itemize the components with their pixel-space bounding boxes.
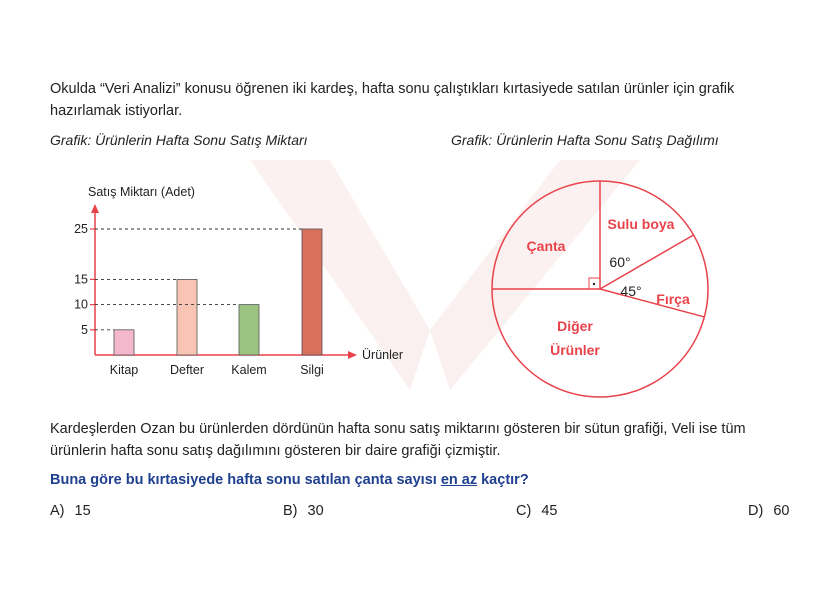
bar-kitap [114, 330, 134, 355]
y-axis-label: Satış Miktarı (Adet) [88, 185, 195, 199]
y-axis-arrow [91, 204, 99, 213]
category-label: Kalem [231, 363, 267, 377]
option-letter: D) [748, 503, 764, 519]
pie-chart-caption: Grafik: Ürünlerin Hafta Sonu Satış Dağılımı [451, 132, 719, 148]
y-tick-label: 15 [74, 272, 88, 287]
option-value: 45 [541, 503, 558, 519]
pie-chart [492, 181, 708, 397]
option-value: 15 [74, 503, 91, 519]
option-d[interactable] [748, 503, 789, 519]
bar-kalem [239, 305, 259, 355]
option-value: 60 [773, 503, 790, 519]
right-angle-dot [593, 283, 595, 285]
question-emphasis: en az [440, 472, 478, 488]
bar-defter [177, 279, 197, 355]
option-value: 30 [307, 503, 324, 519]
category-label: Defter [169, 363, 205, 377]
question-part-2: kaçtır? [477, 472, 529, 488]
angle-label-60: 60° [609, 254, 631, 270]
slice-label-canta: Çanta [526, 238, 566, 254]
problem-paragraph: Kardeşlerden Ozan bu ürünlerden dördünün hafta sonu satış miktarını gösteren bir sütun grafiği, Veli ise tüm ürünlerin hafta sonu satış dağılımını gösteren bir daire grafiği çizmiştir. [50, 421, 746, 459]
slice-label-urunler: Ürünler [550, 342, 600, 358]
option-a[interactable] [50, 503, 91, 519]
y-tick-label: 5 [81, 322, 88, 337]
angle-label-45: 45° [620, 283, 642, 299]
option-b[interactable] [283, 503, 324, 519]
x-axis-label: Ürünler [362, 348, 403, 362]
slice-label-diger: Diğer [557, 318, 593, 334]
option-letter: C) [516, 503, 532, 519]
y-tick-label: 10 [74, 297, 88, 312]
category-label: Kitap [109, 363, 139, 377]
question-part-1: Buna göre bu kırtasiyede hafta sonu satılan çanta sayısı [50, 472, 441, 488]
option-c[interactable] [516, 503, 557, 519]
bar-chart [74, 185, 403, 377]
slice-label-sulu-boya: Sulu boya [607, 216, 675, 232]
intro-text: Okulda “Veri Analizi” konusu öğrenen iki kardeş, hafta sonu çalıştıkları kırtasiyede satılan ürünler için grafik hazırlamak istiyorlar. [50, 81, 735, 119]
option-letter: B) [283, 503, 298, 519]
question-text [50, 472, 529, 488]
x-axis-arrow [348, 351, 357, 359]
category-label: Silgi [300, 363, 324, 377]
y-tick-label: 25 [74, 222, 88, 236]
bar-silgi [302, 229, 322, 355]
option-letter: A) [50, 503, 65, 519]
bar-chart-caption: Grafik: Ürünlerin Hafta Sonu Satış Miktarı [50, 132, 308, 148]
slice-label-firca: Fırça [656, 291, 690, 307]
